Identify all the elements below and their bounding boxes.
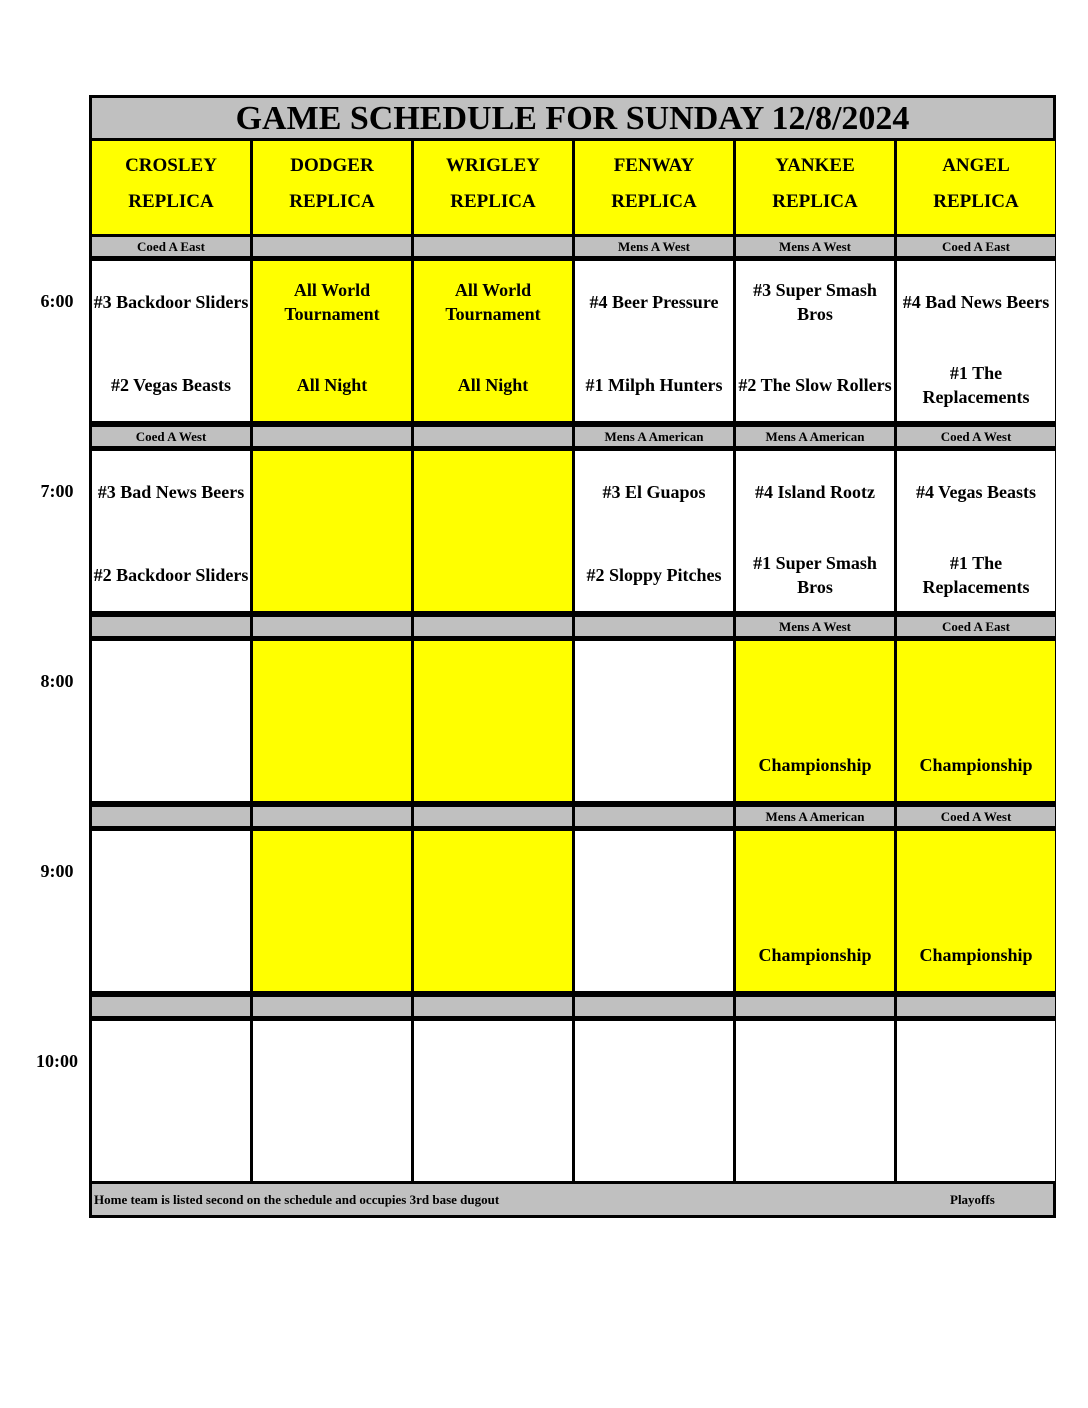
home-team xyxy=(253,740,411,790)
footer-label: Playoffs xyxy=(950,1192,995,1207)
footer-note: Home team is listed second on the schedule and occupies 3rd base dugout xyxy=(94,1192,500,1207)
division-label xyxy=(253,997,411,1016)
game-cell xyxy=(92,641,250,801)
game-cell xyxy=(414,451,572,611)
visiting-team xyxy=(897,657,1055,707)
game-cell xyxy=(253,641,411,801)
home-team xyxy=(253,550,411,600)
home-team xyxy=(92,930,250,980)
home-team: #1 The Replacements xyxy=(922,363,1030,407)
division-label xyxy=(414,617,572,636)
visiting-team xyxy=(253,847,411,897)
home-team xyxy=(575,740,733,790)
division-label: Mens A West xyxy=(575,237,733,256)
game-cell xyxy=(897,261,1055,421)
visiting-team xyxy=(414,1037,572,1087)
game-cell xyxy=(736,641,894,801)
field-type: REPLICA xyxy=(933,191,1019,212)
visiting-team: #4 Island Rootz xyxy=(754,482,875,502)
division-label: Mens A West xyxy=(736,237,894,256)
visiting-team: #4 Beer Pressure xyxy=(589,292,719,312)
visiting-team xyxy=(414,657,572,707)
division-label: Coed A West xyxy=(897,807,1055,826)
home-team xyxy=(414,740,572,790)
division-label: Coed A East xyxy=(897,237,1055,256)
division-label xyxy=(414,237,572,256)
visiting-team xyxy=(897,847,1055,897)
home-team: All Night xyxy=(296,375,368,395)
home-team: #1 Super Smash Bros xyxy=(753,553,877,597)
page-title: GAME SCHEDULE FOR SUNDAY 12/8/2024 xyxy=(92,98,1053,138)
game-cell xyxy=(575,641,733,801)
visiting-team xyxy=(92,1037,250,1087)
game-cell xyxy=(736,831,894,991)
game-cell xyxy=(897,1021,1055,1181)
home-team xyxy=(414,550,572,600)
home-team: #2 The Slow Rollers xyxy=(738,375,892,395)
home-team: Championship xyxy=(919,945,1033,965)
division-label: Coed A East xyxy=(897,617,1055,636)
field-header-crosley xyxy=(92,141,250,234)
division-label xyxy=(253,427,411,446)
field-header-dodger xyxy=(253,141,411,234)
game-cell xyxy=(92,831,250,991)
time-label: 6:00 xyxy=(40,291,74,311)
visiting-team xyxy=(253,467,411,517)
division-label: Coed A West xyxy=(92,427,250,446)
field-type: REPLICA xyxy=(128,191,214,212)
visiting-team xyxy=(575,657,733,707)
game-cell xyxy=(575,1021,733,1181)
home-team: #1 The Replacements xyxy=(922,553,1030,597)
game-cell xyxy=(736,451,894,611)
visiting-team xyxy=(414,467,572,517)
home-team xyxy=(575,930,733,980)
field-header-angel xyxy=(897,141,1055,234)
division-label xyxy=(414,997,572,1016)
home-team: Championship xyxy=(758,945,872,965)
home-team: Championship xyxy=(758,755,872,775)
game-cell xyxy=(253,831,411,991)
visiting-team xyxy=(92,847,250,897)
time-label: 8:00 xyxy=(40,671,74,691)
division-label xyxy=(736,997,894,1016)
visiting-team xyxy=(736,847,894,897)
division-label xyxy=(253,237,411,256)
visiting-team: #3 Bad News Beers xyxy=(97,482,245,502)
game-cell xyxy=(253,451,411,611)
visiting-team: #3 Super Smash Bros xyxy=(753,280,877,324)
game-cell xyxy=(92,261,250,421)
time-label: 10:00 xyxy=(36,1051,78,1071)
home-team: #2 Backdoor Sliders xyxy=(93,565,249,585)
visiting-team xyxy=(736,1037,894,1087)
field-name: CROSLEY xyxy=(125,155,217,176)
division-label: Mens A West xyxy=(736,617,894,636)
home-team xyxy=(92,1120,250,1170)
visiting-team xyxy=(253,1037,411,1087)
game-cell xyxy=(414,1021,572,1181)
division-label xyxy=(575,807,733,826)
game-cell xyxy=(897,451,1055,611)
division-label: Mens A American xyxy=(575,427,733,446)
field-type: REPLICA xyxy=(611,191,697,212)
division-label xyxy=(253,807,411,826)
home-team: Championship xyxy=(919,755,1033,775)
home-team: #1 Milph Hunters xyxy=(585,375,723,395)
division-label: Mens A American xyxy=(736,427,894,446)
division-label xyxy=(92,997,250,1016)
field-type: REPLICA xyxy=(450,191,536,212)
game-cell xyxy=(414,831,572,991)
home-team xyxy=(92,740,250,790)
field-name: FENWAY xyxy=(613,155,695,176)
division-label xyxy=(575,617,733,636)
home-team xyxy=(414,930,572,980)
game-cell xyxy=(414,261,572,421)
home-team: #2 Vegas Beasts xyxy=(110,375,231,395)
game-cell xyxy=(414,641,572,801)
visiting-team xyxy=(736,657,894,707)
division-label xyxy=(897,997,1055,1016)
visiting-team: #4 Bad News Beers xyxy=(902,292,1050,312)
visiting-team xyxy=(253,657,411,707)
game-cell xyxy=(575,261,733,421)
home-team xyxy=(253,930,411,980)
game-cell xyxy=(897,831,1055,991)
field-name: DODGER xyxy=(290,155,374,176)
visiting-team xyxy=(575,847,733,897)
division-label xyxy=(92,807,250,826)
game-cell xyxy=(575,451,733,611)
division-label xyxy=(414,427,572,446)
field-header-yankee xyxy=(736,141,894,234)
division-label xyxy=(92,617,250,636)
visiting-team: All World Tournament xyxy=(445,280,541,324)
game-cell xyxy=(736,1021,894,1181)
schedule-table xyxy=(89,95,1056,1218)
visiting-team: #3 El Guapos xyxy=(602,482,706,502)
division-label: Coed A West xyxy=(897,427,1055,446)
game-cell xyxy=(92,1021,250,1181)
game-cell xyxy=(253,1021,411,1181)
home-team: All Night xyxy=(457,375,529,395)
field-header-wrigley xyxy=(414,141,572,234)
visiting-team: All World Tournament xyxy=(284,280,380,324)
field-type: REPLICA xyxy=(289,191,375,212)
home-team xyxy=(736,1120,894,1170)
field-name: WRIGLEY xyxy=(446,155,540,176)
game-cell xyxy=(253,261,411,421)
home-team xyxy=(575,1120,733,1170)
division-label: Coed A East xyxy=(92,237,250,256)
visiting-team xyxy=(897,1037,1055,1087)
footer xyxy=(92,1184,1053,1215)
visiting-team: #3 Backdoor Sliders xyxy=(93,292,249,312)
field-name: ANGEL xyxy=(942,155,1010,176)
visiting-team xyxy=(575,1037,733,1087)
home-team xyxy=(897,1120,1055,1170)
time-label: 7:00 xyxy=(40,481,74,501)
game-cell xyxy=(575,831,733,991)
visiting-team: #4 Vegas Beasts xyxy=(915,482,1036,502)
division-label xyxy=(575,997,733,1016)
visiting-team xyxy=(92,657,250,707)
home-team xyxy=(414,1120,572,1170)
field-type: REPLICA xyxy=(772,191,858,212)
game-cell xyxy=(897,641,1055,801)
division-label xyxy=(253,617,411,636)
division-label xyxy=(414,807,572,826)
time-label: 9:00 xyxy=(40,861,74,881)
home-team xyxy=(253,1120,411,1170)
field-name: YANKEE xyxy=(775,155,855,176)
home-team: #2 Sloppy Pitches xyxy=(586,565,722,585)
game-cell xyxy=(736,261,894,421)
field-header-fenway xyxy=(575,141,733,234)
division-label: Mens A American xyxy=(736,807,894,826)
visiting-team xyxy=(414,847,572,897)
game-cell xyxy=(92,451,250,611)
